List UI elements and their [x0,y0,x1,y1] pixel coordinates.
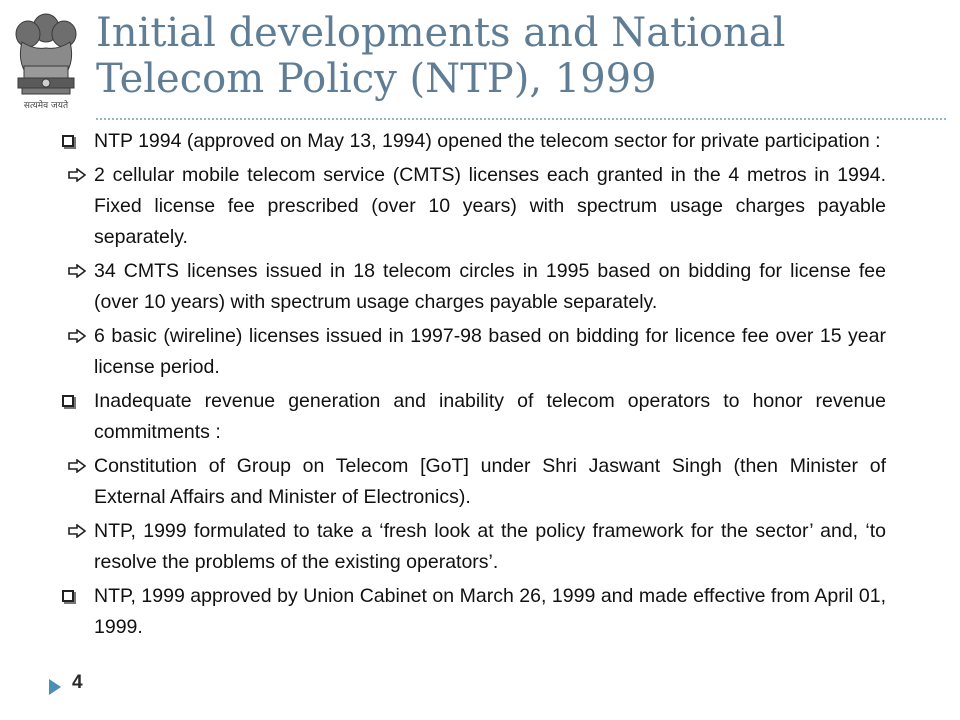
arrow-bullet-icon [68,459,86,473]
list-item [60,256,886,318]
bullet-text: 34 CMTS licenses issued in 18 telecom circles in 1995 based on bidding for license fee (over 10 years) with spectrum usage charges payable separately. [94,260,886,313]
list-item [60,386,886,448]
bullet-text: Constitution of Group on Telecom [GoT] under Shri Jaswant Singh (then Minister of External Affairs and Minister of Electronics). [94,455,886,508]
list-item [60,321,886,383]
bullet-text: NTP, 1999 approved by Union Cabinet on March 26, 1999 and made effective from April 01, 1999. [94,585,886,638]
bullet-text: 2 cellular mobile telecom service (CMTS) licenses each granted in the 4 metros in 1994. Fixed license fee prescribed (over 10 years) with spectrum usage charges payable separately. [94,164,886,248]
square-bullet-icon [62,590,74,602]
slide-title: Initial developments and National Telecom Policy (NTP), 1999 [96,10,786,102]
bullet-list [60,126,886,646]
arrow-bullet-icon [68,264,86,278]
square-bullet-icon [62,395,74,407]
page-number: 4 [72,672,83,693]
title-divider [96,118,946,120]
bullet-text: NTP 1994 (approved on May 13, 1994) opened the telecom sector for private participation : [94,130,881,152]
arrow-bullet-icon [68,524,86,538]
list-item [60,516,886,578]
list-item [60,581,886,643]
list-item [60,451,886,513]
national-emblem-logo [8,8,84,114]
list-item [60,160,886,253]
bullet-text: NTP, 1999 formulated to take a ‘fresh look at the policy framework for the sector’ and, ‘to resolve the problems of the existing operators’. [94,520,886,573]
emblem-motto: सत्यमेव जयते [23,101,69,111]
bullet-text: Inadequate revenue generation and inability of telecom operators to honor revenue commitments : [94,390,886,443]
list-item [60,126,886,157]
bullet-text: 6 basic (wireline) licenses issued in 1997-98 based on bidding for licence fee over 15 year license period. [94,325,886,378]
arrow-bullet-icon [68,168,86,182]
footer-triangle-icon [48,678,62,696]
square-bullet-icon [62,135,74,147]
arrow-bullet-icon [68,329,86,343]
